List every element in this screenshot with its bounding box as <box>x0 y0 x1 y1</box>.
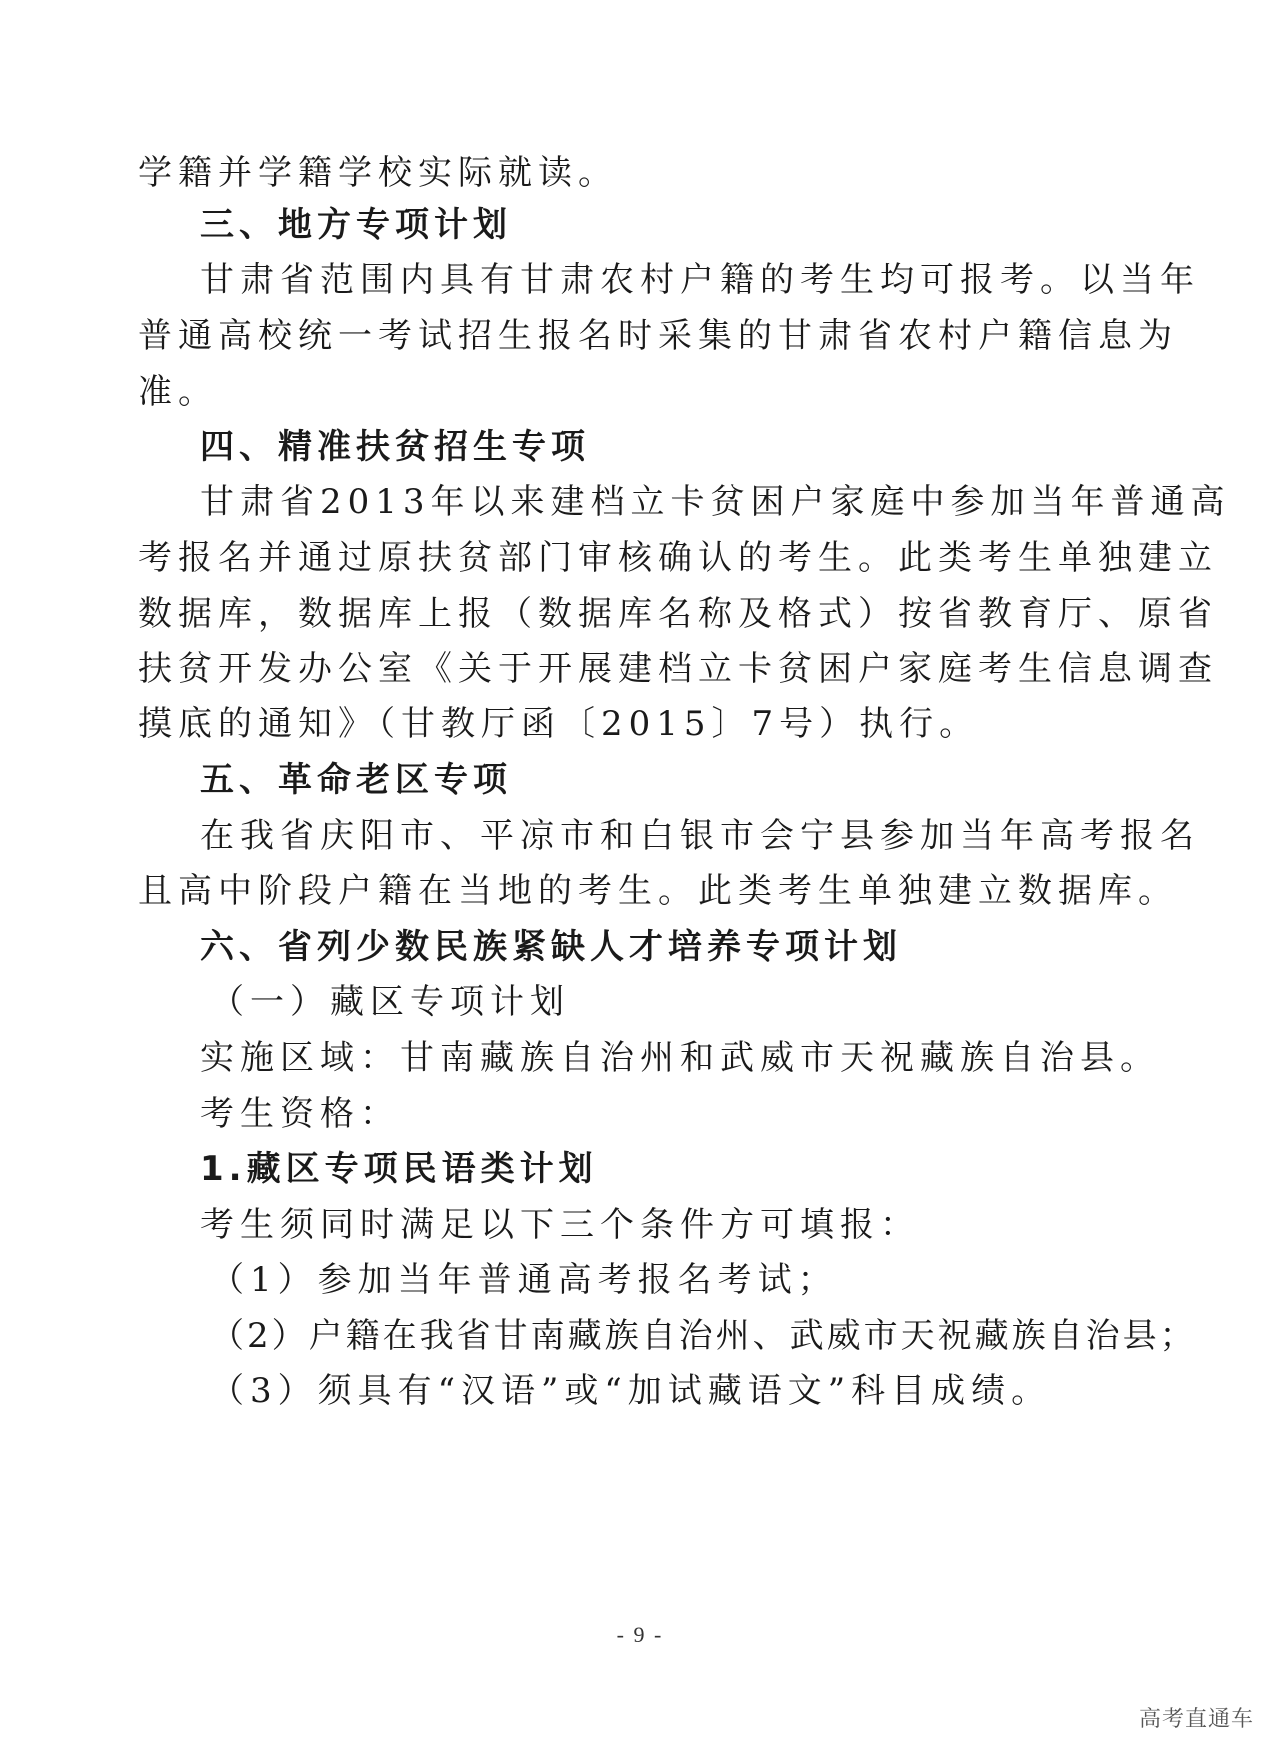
section-heading-local-plan: 三、地方专项计划 <box>200 205 512 245</box>
paragraph-line: 准。 <box>138 372 218 412</box>
watermark: 高考直通车 <box>1138 1707 1254 1732</box>
paragraph-line: 实施区域：甘南藏族自治州和武威市天祝藏族自治县。 <box>200 1038 1160 1078</box>
paragraph-line: 数据库，数据库上报（数据库名称及格式）按省教育厅、原省 <box>138 594 1218 634</box>
paragraph-line: 甘肃省2013年以来建档立卡贫困户家庭中参加当年普通高 <box>200 482 1231 522</box>
section-heading-minority-plan: 六、省列少数民族紧缺人才培养专项计划 <box>200 927 902 967</box>
list-item: （2）户籍在我省甘南藏族自治州、武威市天祝藏族自治县； <box>210 1316 1197 1356</box>
section-heading-poverty-plan: 四、精准扶贫招生专项 <box>200 427 590 467</box>
paragraph-line: 在我省庆阳市、平凉市和白银市会宁县参加当年高考报名 <box>200 816 1200 856</box>
paragraph-line: 普通高校统一考试招生报名时采集的甘肃省农村户籍信息为 <box>138 316 1178 356</box>
numbered-heading: 1.藏区专项民语类计划 <box>200 1149 598 1189</box>
paragraph-line: 考生须同时满足以下三个条件方可填报： <box>200 1205 920 1245</box>
list-item: （1）参加当年普通高考报名考试； <box>210 1260 838 1300</box>
paragraph-line: 学籍并学籍学校实际就读。 <box>138 153 618 193</box>
section-heading-old-revolutionary-area: 五、革命老区专项 <box>200 760 512 800</box>
paragraph-line: 摸底的通知》（甘教厅函〔2015〕7号）执行。 <box>138 704 980 744</box>
page-number: - 9 - <box>616 1622 664 1647</box>
paragraph-line: 且高中阶段户籍在当地的考生。此类考生单独建立数据库。 <box>138 871 1178 911</box>
list-item: （3）须具有“汉语”或“加试藏语文”科目成绩。 <box>210 1371 1052 1411</box>
paragraph-line: 考报名并通过原扶贫部门审核确认的考生。此类考生单独建立 <box>138 538 1218 578</box>
paragraph-line: 扶贫开发办公室《关于开展建档立卡贫困户家庭考生信息调查 <box>138 649 1218 689</box>
paragraph-line: 考生资格： <box>200 1094 400 1134</box>
paragraph-line: 甘肃省范围内具有甘肃农村户籍的考生均可报考。以当年 <box>200 260 1200 300</box>
subsection-heading: （一）藏区专项计划 <box>210 982 570 1022</box>
